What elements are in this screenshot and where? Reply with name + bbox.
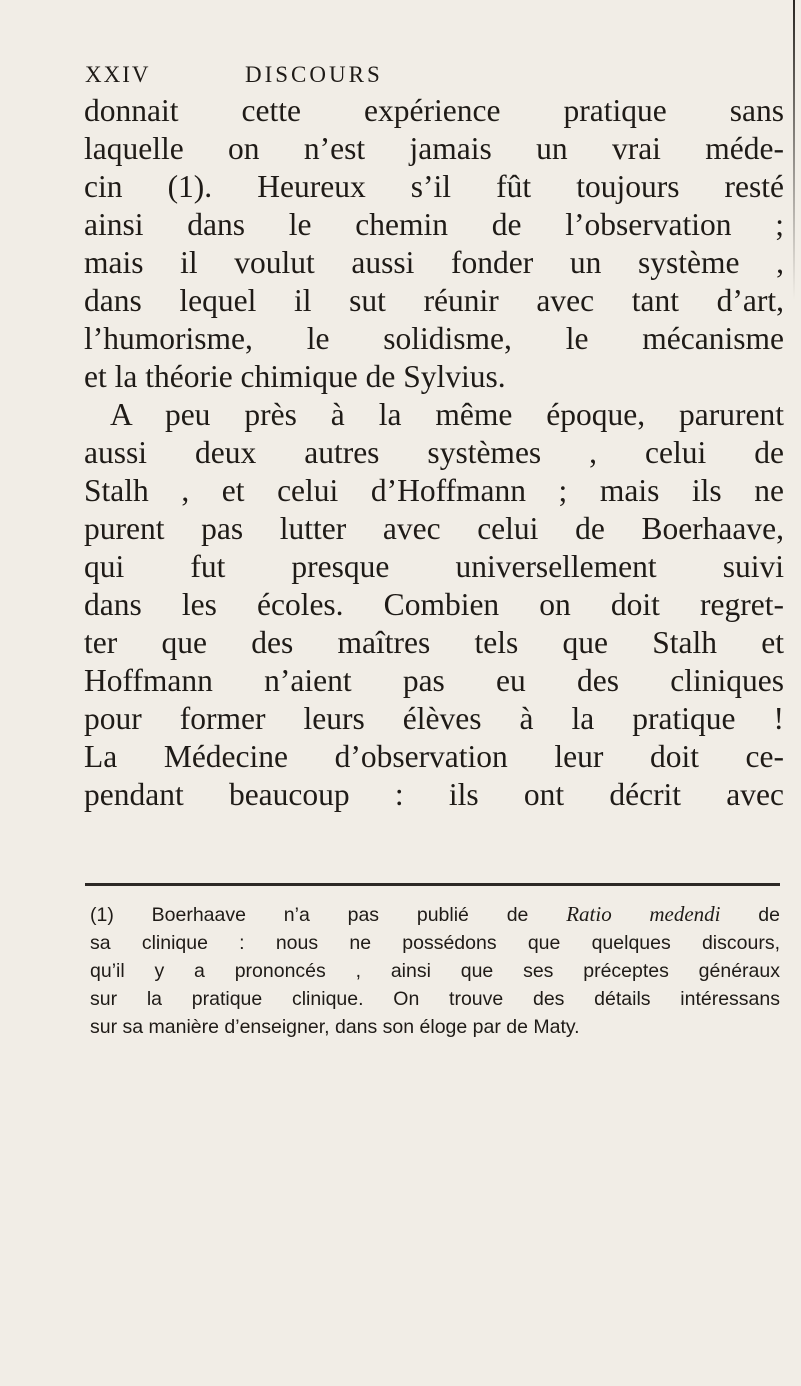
text-line: pendant beaucoup : ils ont décrit avec [84, 777, 784, 812]
footnote-title-italic: Ratio medendi [566, 902, 721, 926]
text-line: dans lequel il sut réunir avec tant d’art, [84, 283, 784, 318]
text-line: cin (1). Heureux s’il fût toujours resté [84, 169, 784, 204]
footnote [90, 900, 780, 1041]
main-text [84, 92, 784, 814]
footnote-rule [85, 883, 780, 886]
text-line: La Médecine d’observation leur doit ce- [84, 739, 784, 774]
text-line: aussi deux autres systèmes , celui de [84, 435, 784, 470]
text-line: ter que des maîtres tels que Stalh et [84, 625, 784, 660]
text-line: pour former leurs élèves à la pratique ! [84, 701, 784, 736]
text-line: purent pas lutter avec celui de Boerhaave, [84, 511, 784, 546]
footnote-line: qu’il y a prononcés , ainsi que ses préceptes généraux [90, 960, 780, 982]
text-line: A peu près à la même époque, parurent [110, 397, 784, 432]
footnote-text: (1) Boerhaave n’a pas publié de [90, 904, 567, 926]
text-line: Hoffmann n’aient pas eu des cliniques [84, 663, 784, 698]
text-line: l’humorisme, le solidisme, le mécanisme [84, 321, 784, 356]
text-line: ainsi dans le chemin de l’observation ; [84, 207, 784, 242]
footnote-text: de [720, 904, 781, 926]
page-number: XXIV [85, 62, 151, 87]
footnote-line: sa clinique : nous ne possédons que quelques discours, [90, 932, 780, 954]
footnote-line: sur la pratique clinique. On trouve des détails intéressans [90, 988, 780, 1010]
running-head [85, 62, 785, 92]
text-line: mais il voulut aussi fonder un système , [84, 245, 784, 280]
text-line: dans les écoles. Combien on doit regret- [84, 587, 784, 622]
text-line: qui fut presque universellement suivi [84, 549, 784, 584]
running-title: DISCOURS [245, 62, 383, 87]
text-line: laquelle on n’est jamais un vrai méde- [84, 131, 784, 166]
text-line: donnait cette expérience pratique sans [84, 93, 784, 128]
text-line: et la théorie chimique de Sylvius. [84, 359, 506, 394]
footnote-line [90, 900, 780, 929]
text-line: Stalh , et celui d’Hoffmann ; mais ils ne [84, 473, 784, 508]
page-edge-shadow [793, 0, 795, 300]
footnote-line: sur sa manière d’enseigner, dans son éloge par de Maty. [90, 1016, 580, 1038]
